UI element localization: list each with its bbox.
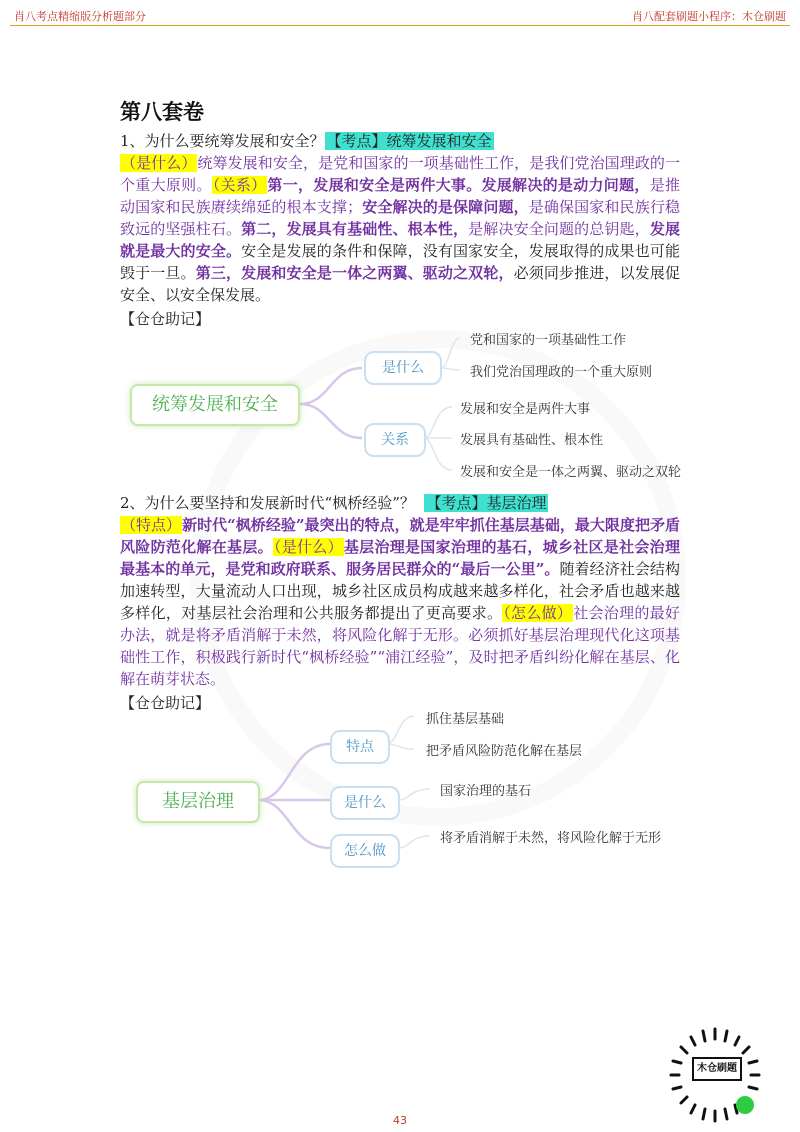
qr-code-logo: 木仓刷题	[692, 1057, 742, 1081]
mind-map-1-leaf: 发展和安全是一体之两翼、驱动之双轮	[460, 465, 682, 480]
answer-2-what-text: 基层治理是国家治理的基石，城乡社区是社会治理最基本的单元，是党和政府联系、服务居民群众的“最后一公里”。	[120, 538, 680, 578]
header-left-text: 肖八考点精缩版分析题部分	[14, 10, 146, 23]
answer-2-plain-text: 随着经济社会结构加速转型，大量流动人口出现，城乡社区成员构成越来越多样化，社会矛盾也越来越多样化，对基层社会治理和公共服务都提出了更高要求。	[120, 560, 680, 622]
mind-map-2-leaf: 国家治理的基石	[440, 784, 532, 799]
question-2-tag: 【考点】基层治理	[426, 494, 547, 512]
answer-1-text-3: 是解决安全问题的总钥匙，	[468, 220, 650, 238]
mind-map-2-leaf: 把矛盾风险防范化解在基层	[426, 744, 583, 759]
answer-1-point-2: 安全解决的是保障问题，	[362, 198, 529, 216]
mind-map-2-leaf: 抓住基层基础	[426, 712, 505, 727]
mind-map-1-root: 统筹发展和安全	[130, 384, 300, 426]
page-title: 第八套卷	[120, 100, 204, 124]
answer-1-point-4: 发展就是最大的安全。	[120, 220, 680, 260]
answer-1-plain-2: 必须同步推进，以发展促安全、以安全保发展。	[120, 264, 680, 304]
answer-1-what-text: 统筹发展和安全，是党和国家的一项基础性工作，是我们党治国理政的一个重大原则。	[120, 154, 680, 194]
answer-2-label-feature: （特点）	[121, 516, 182, 534]
memo-label-1: 【仓仓助记】	[120, 310, 211, 328]
answer-2-how-text: 社会治理的最好办法，就是将矛盾消解于未然，将风险化解于无形。必须抓好基层治理现代化这项基础性工作，积极践行新时代“枫桥经验”“浦江经验”，及时把矛盾纠纷化解在基层、化解在萌芽状态。	[120, 604, 680, 688]
answer-1-label-what: （是什么）	[121, 154, 197, 172]
mind-map-2-root: 基层治理	[136, 781, 260, 823]
mind-map-1-leaf: 发展具有基础性、根本性	[460, 433, 604, 448]
answer-2-feature-text: 新时代“枫桥经验”最突出的特点，就是牢牢抓住基层基础，最大限度把矛盾风险防范化解在基层。	[120, 516, 680, 556]
mind-map-2-branch-how: 怎么做	[330, 834, 400, 868]
answer-1-point-1: 第一，发展和安全是两件大事。发展解决的是动力问题，	[267, 176, 650, 194]
wechat-icon	[736, 1096, 754, 1114]
answer-2-label-how: （怎么做）	[503, 604, 573, 622]
mind-map-1-leaf: 发展和安全是两件大事	[460, 402, 591, 417]
mind-map-1-leaf: 党和国家的一项基础性工作	[470, 333, 627, 348]
memo-label-2: 【仓仓助记】	[120, 694, 211, 712]
page-number: 43	[393, 1114, 407, 1127]
answer-1-point-5: 第三，发展和安全是一体之两翼、驱动之双轮，	[195, 264, 514, 282]
header-right-text: 肖八配套刷题小程序：木仓刷题	[632, 10, 786, 23]
mind-map-1-branch-relation: 关系	[364, 423, 426, 457]
qr-code[interactable]	[665, 1025, 765, 1125]
mind-map-2-branch-what: 是什么	[330, 786, 400, 820]
answer-1-text-1: 是推动国家和民族赓续绵延的根本支撑；	[120, 176, 680, 216]
mind-map-2-branch-feature: 特点	[330, 730, 390, 764]
mind-map-1-leaf: 我们党治国理政的一个重大原则	[470, 365, 653, 380]
answer-2-label-what: （是什么）	[273, 538, 343, 556]
mind-map-1-branch-what: 是什么	[364, 351, 442, 385]
answer-1-text-2: 是确保国家和民族行稳致远的坚强柱石。	[120, 198, 680, 238]
answer-1-plain-1: 安全是发展的条件和保障，没有国家安全，发展取得的成果也可能毁于一旦。	[120, 242, 680, 282]
mind-map-2-leaf: 将矛盾消解于未然，将风险化解于无形	[440, 831, 662, 846]
answer-1-point-3: 第二，发展具有基础性、根本性，	[241, 220, 469, 238]
question-1-tag: 【考点】统筹发展和安全	[326, 132, 492, 150]
answer-1-label-relation: （关系）	[212, 176, 267, 194]
question-2-text: 2、为什么要坚持和发展新时代“枫桥经验”？	[120, 494, 415, 512]
question-1-text: 1、为什么要统筹发展和安全？	[120, 132, 325, 150]
